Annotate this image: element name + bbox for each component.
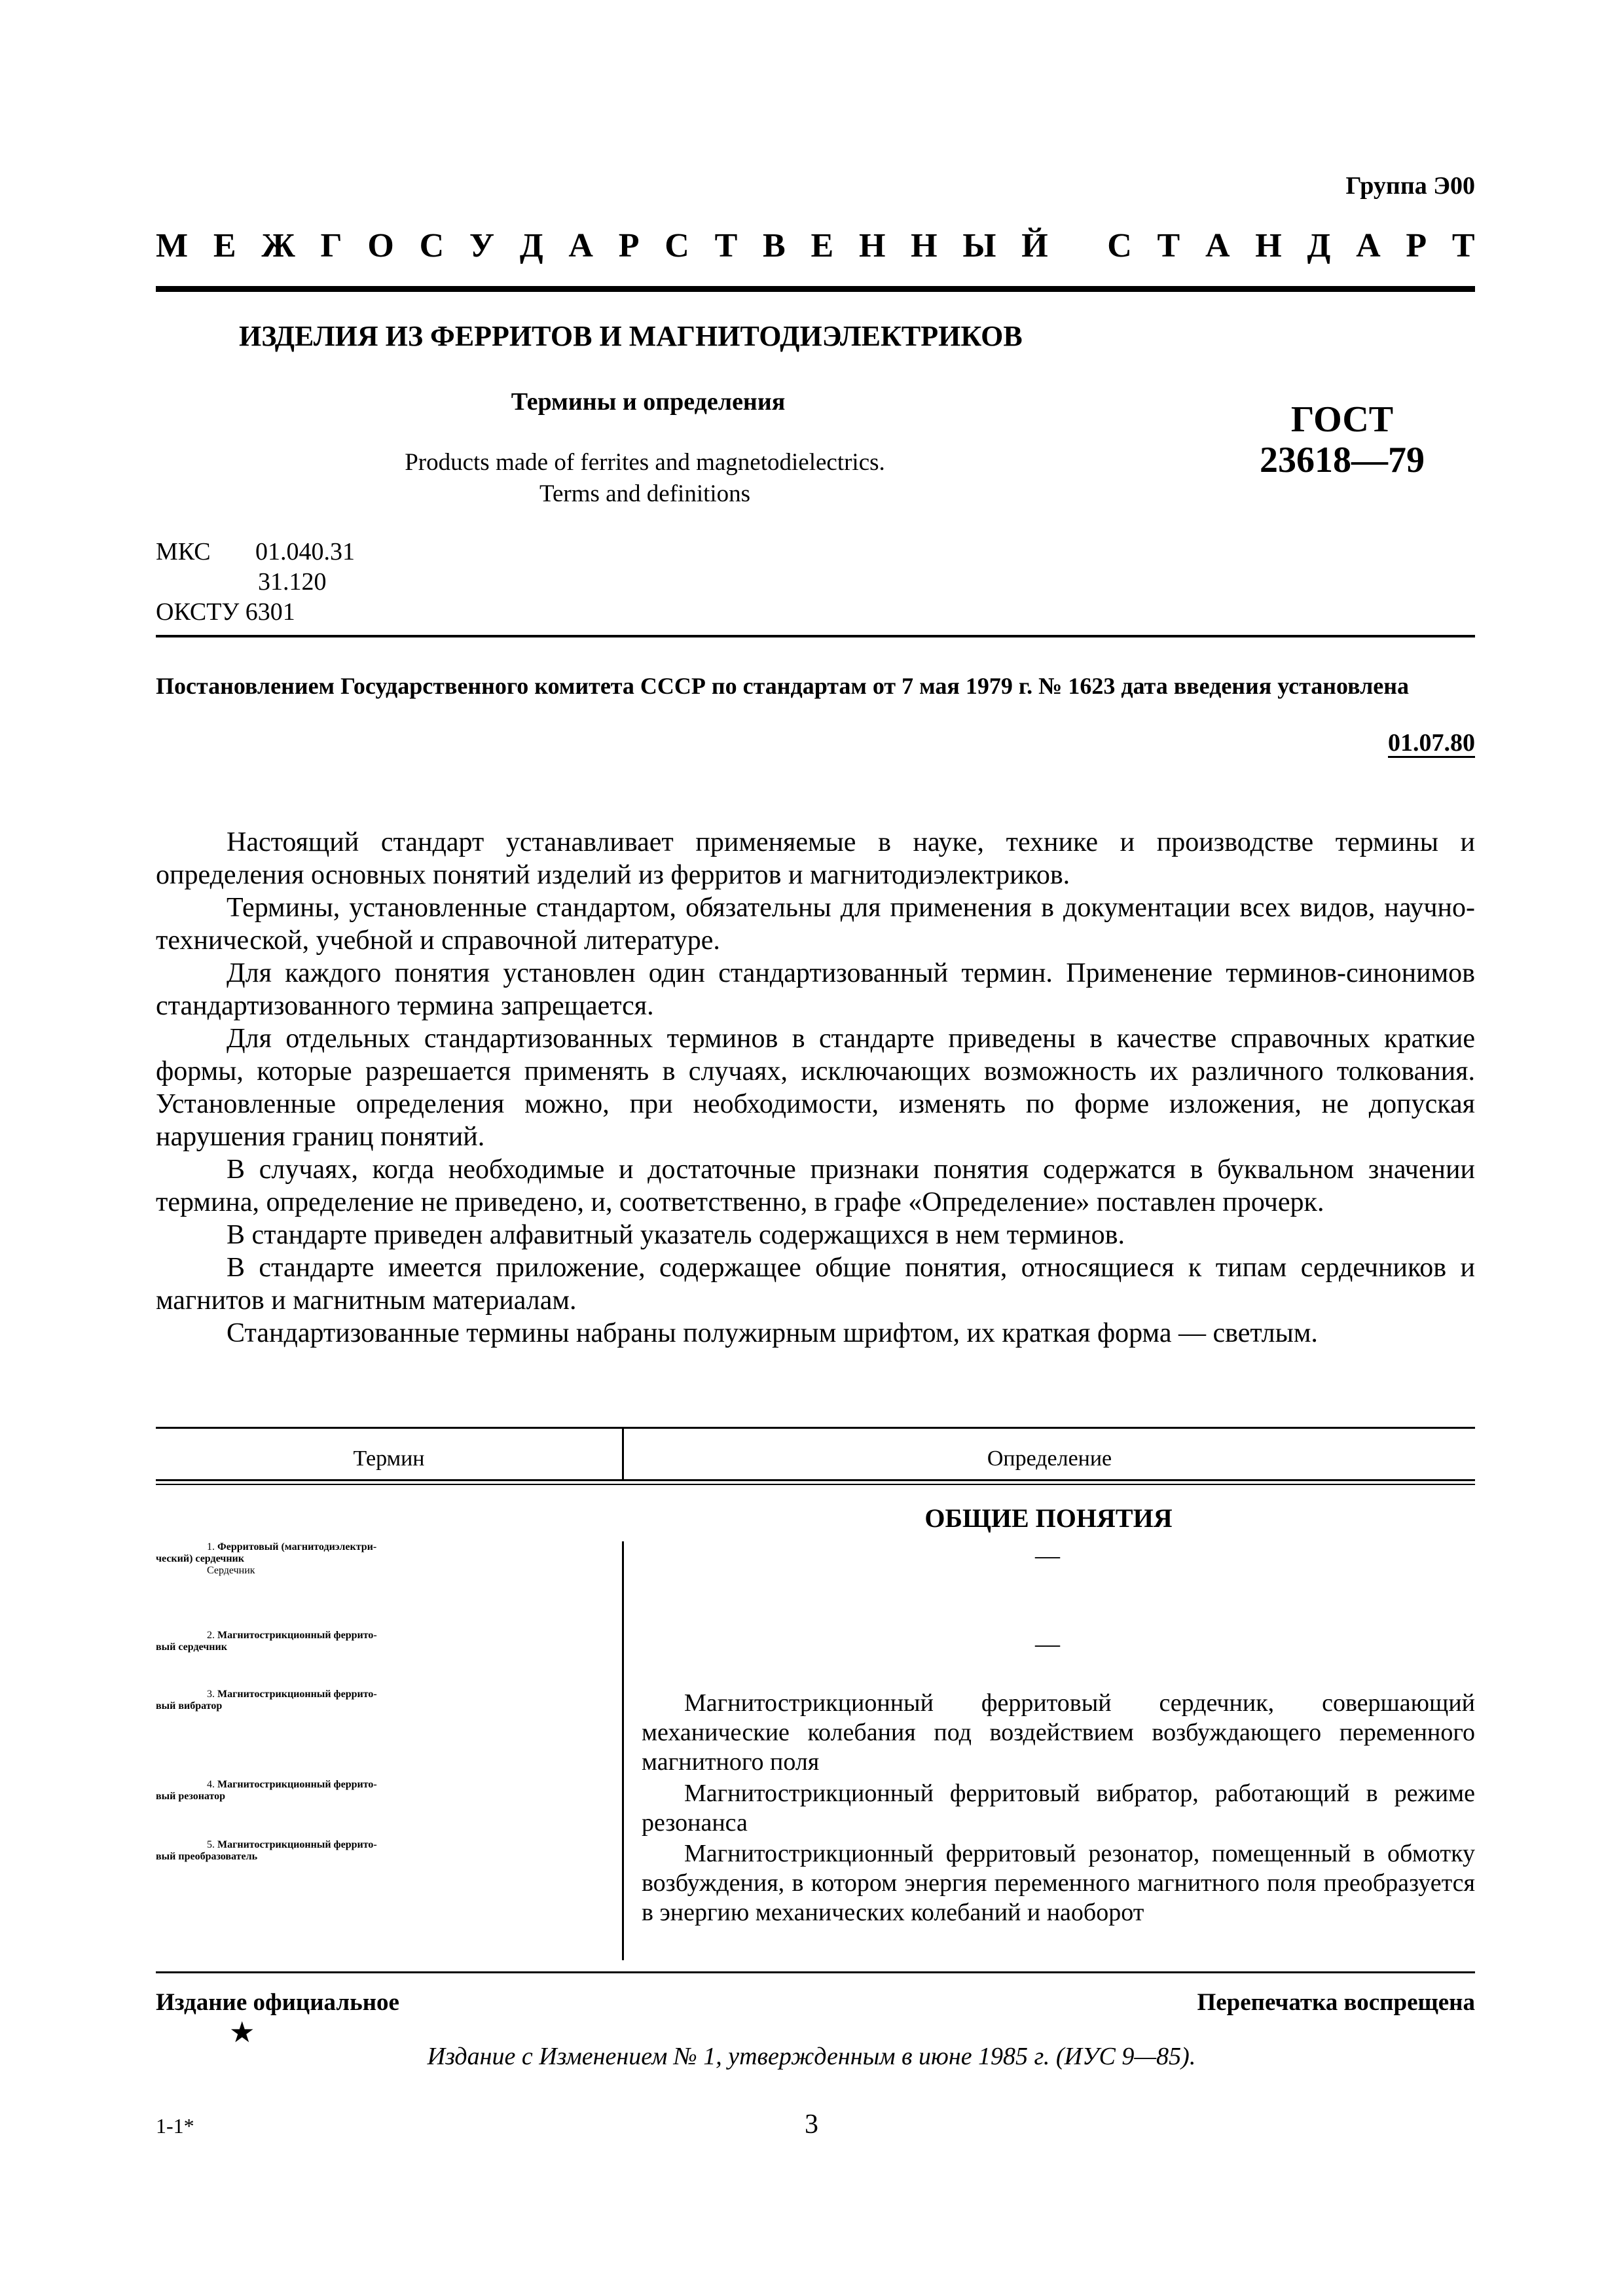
reprint-prohibited-label: Перепечатка воспрещена <box>1197 1989 1475 2016</box>
mks-label: МКС <box>156 538 211 565</box>
banner-letter: Н <box>858 227 886 264</box>
table-bottom-rule <box>156 1971 1475 1973</box>
mks-code-2: 31.120 <box>258 568 327 596</box>
column-header-term: Термин <box>353 1446 425 1471</box>
intro-paragraph: В случаях, когда необходимые и достаточные признаки понятия содержатся в буквальном значении термина, определение не приведено, и, соответственно, в графе «Определение» поставлен прочерк. <box>156 1155 1475 1217</box>
banner-letter: Д <box>1307 227 1331 264</box>
table-header-rule-double <box>156 1484 1475 1485</box>
term-number: 5. <box>207 1839 215 1850</box>
english-title <box>367 447 923 510</box>
banner-letter: Т <box>1451 227 1475 264</box>
banner-letter: Н <box>911 227 938 264</box>
table-row <box>156 1541 614 1577</box>
banner-letter: А <box>1205 227 1230 264</box>
term-name: Ферритовый (магнитодиэлектри- <box>217 1541 377 1552</box>
term-definition: Магнитострикционный ферритовый сердечник, совершающий механические колебания под воздействием возбуждающего переменного магнитного поля <box>642 1689 1475 1776</box>
intro-paragraph: Настоящий стандарт устанавливает применяемые в науке, технике и производстве термины и определения основных понятий изделий из ферритов и магнитодиэлектриков. <box>156 827 1475 890</box>
term-short-form: Сердечник <box>207 1565 255 1576</box>
term-name-continued: вый преобразователь <box>156 1851 258 1862</box>
document-title: ИЗДЕЛИЯ ИЗ ФЕРРИТОВ И МАГНИТОДИЭЛЕКТРИКОВ <box>239 320 1023 352</box>
official-edition-label: Издание официальное <box>156 1989 399 2016</box>
term-name-continued: ческий) сердечник <box>156 1553 244 1564</box>
effective-date: 01.07.80 <box>1388 729 1475 757</box>
table-column-divider <box>622 1541 624 1960</box>
definition-dash: — <box>1035 1542 1060 1570</box>
table-header <box>156 1435 1475 1480</box>
gost-number: 23618—79 <box>1260 440 1425 480</box>
classification-codes <box>156 537 355 627</box>
term-name: Магнитострикционный феррито- <box>217 1630 377 1641</box>
banner-letter: У <box>469 227 495 264</box>
intro-paragraph: В стандарте приведен алфавитный указатель содержащихся в нем терминов. <box>227 1220 1125 1250</box>
term-number: 2. <box>207 1630 215 1641</box>
table-row <box>156 1839 614 1863</box>
banner-letter: Р <box>618 227 640 264</box>
term-number: 4. <box>207 1779 215 1790</box>
column-header-definition: Определение <box>987 1446 1112 1471</box>
banner-letter: А <box>1356 227 1381 264</box>
banner-letter: Т <box>714 227 738 264</box>
banner-letter: Й <box>1021 227 1048 264</box>
term-name: Магнитострикционный феррито- <box>217 1689 377 1700</box>
star-icon: ★ <box>229 2017 255 2049</box>
banner-letter: Г <box>320 227 342 264</box>
term-definition: Магнитострикционный ферритовый резонатор, помещенный в обмотку возбуждения, в котором энергия переменного магнитного поля преобразуется в энергию механических колебаний и наоборот <box>642 1840 1475 1926</box>
document-subtitle: Термины и определения <box>511 388 786 416</box>
banner-letter: Р <box>1406 227 1427 264</box>
banner-letter: В <box>763 227 786 264</box>
banner-letter: М <box>156 227 189 264</box>
codes-rule <box>156 635 1475 637</box>
term-name: Магнитострикционный феррито- <box>217 1779 377 1790</box>
banner-letter: Ы <box>962 227 996 264</box>
edition-note: Издание с Изменением № 1, утвержденным в июне 1985 г. (ИУС 9—85). <box>427 2043 1196 2070</box>
banner-letter: С <box>419 227 445 264</box>
table-row <box>156 1689 614 1712</box>
term-name: Магнитострикционный феррито- <box>217 1839 377 1850</box>
banner-letter: С <box>1107 227 1132 264</box>
term-name-continued: вый сердечник <box>156 1641 227 1653</box>
intro-paragraph: Для каждого понятия установлен один стандартизованный термин. Применение терминов-синонимов стандартизованного термина запрещается. <box>156 958 1475 1021</box>
banner-letter: Н <box>1255 227 1282 264</box>
table-row <box>156 1630 614 1653</box>
introduction <box>156 826 1475 1350</box>
banner-letter: Е <box>811 227 834 264</box>
page-number: 3 <box>805 2109 818 2140</box>
intro-paragraph: Стандартизованные термины набраны полужирным шрифтом, их краткая форма — светлым. <box>227 1318 1318 1348</box>
intro-paragraph: Для отдельных стандартизованных терминов в стандарте приведены в качестве справочных краткие формы, которые разрешается применять в случаях, исключающих возможность их различного толкования. Установленные определения можно, при необходимости, изменять по форме изложения, не допуская нарушения границ понятий. <box>156 1024 1475 1152</box>
gost-label: ГОСТ <box>1290 399 1394 440</box>
standard-banner <box>156 226 1475 265</box>
banner-letter: Д <box>519 227 543 264</box>
term-name-continued: вый вибратор <box>156 1700 223 1712</box>
banner-letter: Ж <box>261 227 295 264</box>
banner-letter: О <box>367 227 394 264</box>
group-code: Группа Э00 <box>1345 172 1475 200</box>
header-rule <box>156 286 1475 292</box>
okstu-code: ОКСТУ 6301 <box>156 598 295 626</box>
mks-code-1: 01.040.31 <box>255 538 355 565</box>
page-reference: 1-1* <box>156 2114 194 2138</box>
intro-paragraph: В стандарте имеется приложение, содержащее общие понятия, относящиеся к типам сердечников и магнитов и магнитным материалам. <box>156 1253 1475 1316</box>
intro-paragraph: Термины, установленные стандартом, обязательны для применения в документации всех видов, научно-технической, учебной и справочной литературе. <box>156 893 1475 956</box>
english-title-line-2: Terms and definitions <box>539 480 751 507</box>
banner-letter: Т <box>1157 227 1180 264</box>
term-name-continued: вый резонатор <box>156 1791 226 1802</box>
banner-letter: С <box>665 227 689 264</box>
banner-letter: А <box>568 227 593 264</box>
decree-text: Постановлением Государственного комитета СССР по стандартам от 7 мая 1979 г. № 1623 дата введения установлена <box>156 673 1409 699</box>
term-definition: Магнитострикционный ферритовый вибратор, работающий в режиме резонанса <box>642 1780 1475 1837</box>
table-row <box>156 1779 614 1803</box>
term-number: 3. <box>207 1689 215 1700</box>
table-top-rule <box>156 1427 1475 1429</box>
section-heading: ОБЩИЕ ПОНЯТИЯ <box>924 1503 1173 1533</box>
table-column-divider <box>622 1427 624 1479</box>
english-title-line-1: Products made of ferrites and magnetodielectrics. <box>405 449 885 476</box>
banner-word-gap <box>1073 226 1082 265</box>
table-header-rule <box>156 1479 1475 1481</box>
gost-designation <box>1231 399 1453 480</box>
term-number: 1. <box>207 1541 215 1552</box>
banner-letter: Е <box>213 227 236 264</box>
definition-dash: — <box>1035 1630 1060 1658</box>
